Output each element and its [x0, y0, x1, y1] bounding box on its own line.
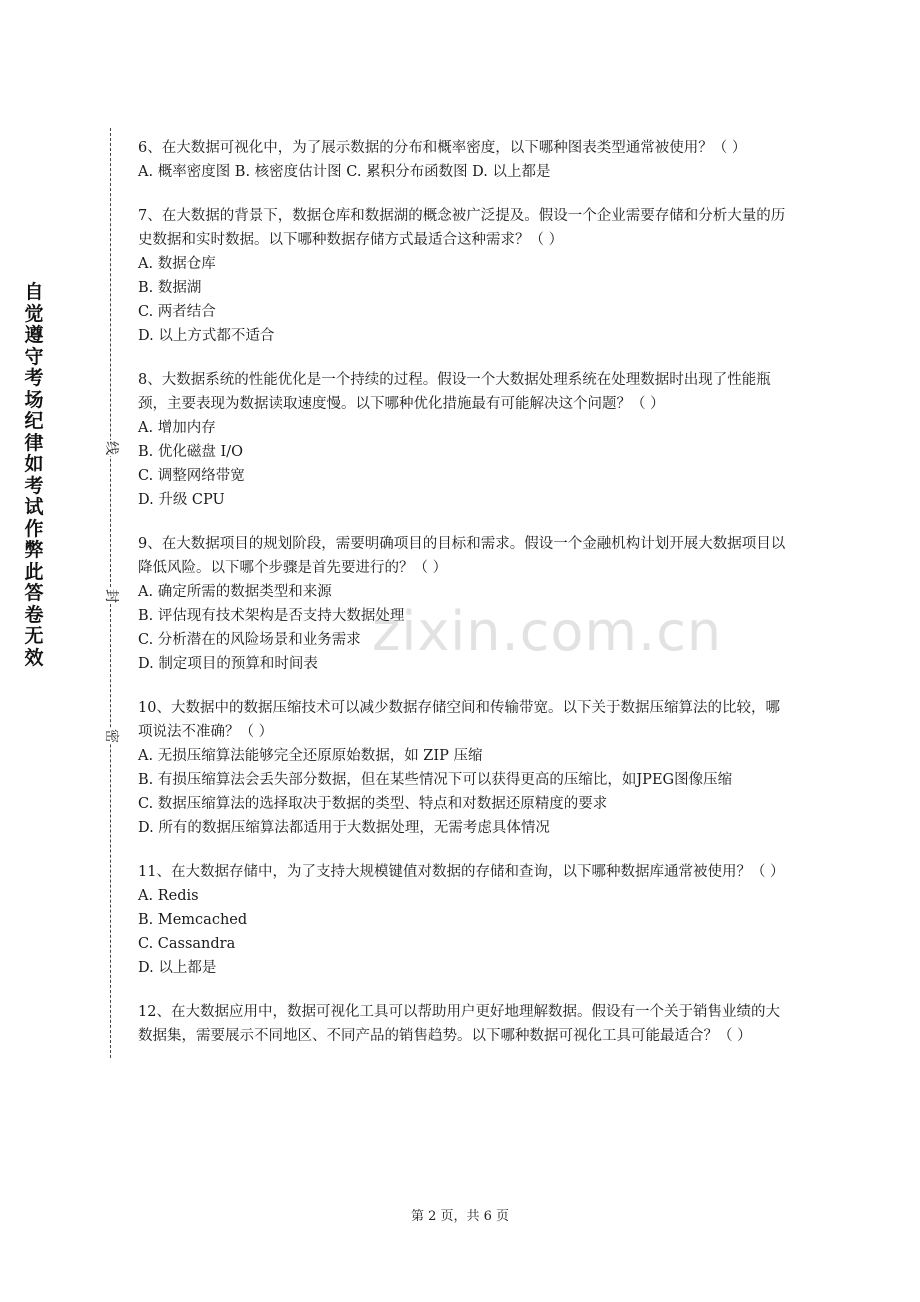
side-note-char: 无 [24, 625, 44, 647]
option-c: C. 两者结合 [138, 304, 216, 320]
option-a: A. 无损压缩算法能够完全还原原始数据，如 ZIP 压缩 [138, 748, 483, 764]
option-b: B. 有损压缩算法会丢失部分数据，但在某些情况下可以获得更高的压缩比，如JPEG图像压缩 [138, 772, 733, 788]
question-9 [138, 532, 788, 676]
question-6 [138, 136, 788, 184]
option-b: B. 优化磁盘 I/O [138, 444, 243, 460]
option-d: D. 制定项目的预算和时间表 [138, 656, 318, 672]
question-options: A. 概率密度图 B. 核密度估计图 C. 累积分布函数图 D. 以上都是 [138, 164, 551, 180]
seal-mark-mi: 密 [103, 729, 119, 743]
option-a: A. 数据仓库 [138, 256, 216, 272]
watermark: zixin.com.cn [372, 600, 723, 663]
side-note-char: 效 [24, 646, 44, 669]
question-12 [138, 1000, 788, 1048]
option-d: D. 以上方式都不适合 [138, 328, 275, 344]
option-a: A. 增加内存 [138, 420, 216, 436]
question-text: 6、在大数据可视化中，为了展示数据的分布和概率密度，以下哪种图表类型通常被使用？（ ） [138, 140, 747, 156]
side-note-char: 自 [24, 281, 44, 303]
seal-mark-feng: 封 [103, 589, 119, 603]
side-note-char: 纪 [24, 410, 44, 432]
side-note-char: 此 [24, 560, 44, 583]
question-text: 12、在大数据应用中，数据可视化工具可以帮助用户更好地理解数据。假设有一个关于销售业绩的大数据集，需要展示不同地区、不同产品的销售趋势。以下哪种数据可视化工具可能最适合？（ ） [138, 1004, 780, 1044]
side-note-char: 律 [24, 431, 44, 454]
side-note-char: 场 [24, 388, 44, 411]
question-11 [138, 860, 788, 980]
option-b: B. 评估现有技术架构是否支持大数据处理 [138, 608, 405, 624]
question-text: 11、在大数据存储中，为了支持大规模键值对数据的存储和查询，以下哪种数据库通常被使用？（ ） [138, 864, 785, 880]
question-10 [138, 696, 788, 840]
question-7 [138, 204, 788, 348]
seal-mark-xian: 线 [103, 441, 119, 455]
question-list [138, 136, 788, 1068]
option-c: C. 分析潜在的风险场景和业务需求 [138, 632, 361, 648]
side-note-char: 守 [24, 345, 44, 368]
option-c: C. Cassandra [138, 936, 236, 952]
side-note-char: 试 [24, 496, 44, 518]
side-note-char: 如 [24, 453, 44, 475]
side-note-char: 弊 [24, 539, 44, 561]
question-8 [138, 368, 788, 512]
option-a: A. Redis [138, 888, 199, 904]
side-note-char: 答 [24, 582, 44, 604]
question-text: 7、在大数据的背景下，数据仓库和数据湖的概念被广泛提及。假设一个企业需要存储和分析大量的历史数据和实时数据。以下哪种数据存储方式最适合这种需求？（ ） [138, 208, 786, 248]
option-d: D. 所有的数据压缩算法都适用于大数据处理，无需考虑具体情况 [138, 820, 550, 836]
page-number: 第 2 页，共 6 页 [410, 1209, 510, 1224]
option-b: B. 数据湖 [138, 280, 202, 296]
option-d: D. 升级 CPU [138, 492, 225, 508]
option-c: C. 调整网络带宽 [138, 468, 245, 484]
side-note-char: 遵 [24, 324, 44, 346]
question-text: 8、大数据系统的性能优化是一个持续的过程。假设一个大数据处理系统在处理数据时出现了性能瓶颈，主要表现为数据读取速度慢。以下哪种优化措施最有可能解决这个问题？（ ） [138, 372, 771, 412]
exam-discipline-notice [22, 282, 46, 669]
option-d: D. 以上都是 [138, 960, 217, 976]
question-text: 9、在大数据项目的规划阶段，需要明确项目的目标和需求。假设一个金融机构计划开展大数据项目以降低风险。以下哪个步骤是首先要进行的？（ ） [138, 536, 786, 576]
side-note-char: 作 [24, 517, 44, 540]
option-a: A. 确定所需的数据类型和来源 [138, 584, 332, 600]
side-note-char: 考 [24, 367, 44, 389]
option-b: B. Memcached [138, 912, 248, 928]
option-c: C. 数据压缩算法的选择取决于数据的类型、特点和对数据还原精度的要求 [138, 796, 608, 812]
side-note-char: 卷 [24, 603, 44, 626]
side-note-char: 觉 [24, 302, 44, 325]
question-text: 10、大数据中的数据压缩技术可以减少数据存储空间和传输带宽。以下关于数据压缩算法的比较，哪项说法不准确？（ ） [138, 700, 780, 740]
side-note-char: 考 [24, 474, 44, 497]
